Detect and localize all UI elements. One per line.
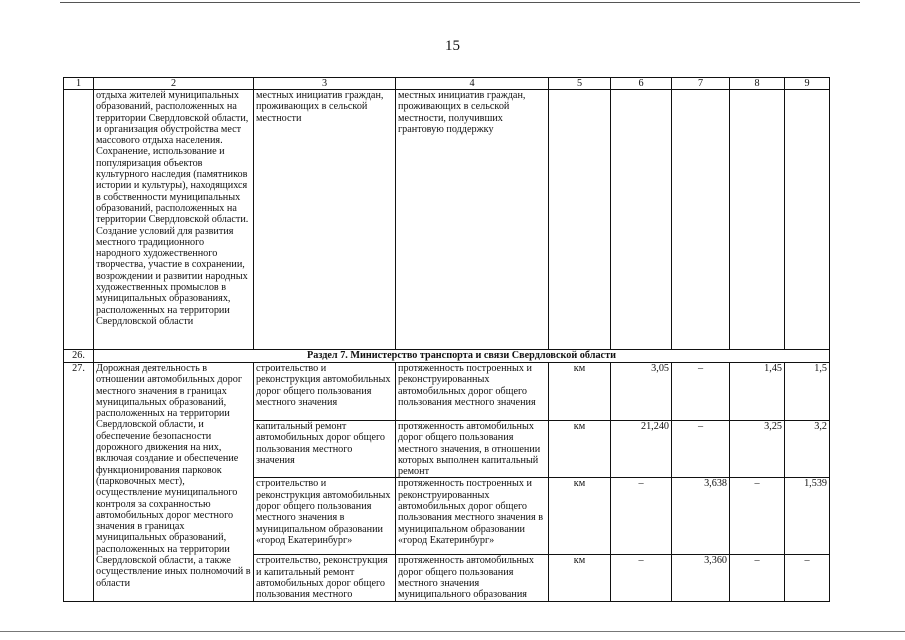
top-scan-rule <box>60 2 860 3</box>
value-cell: 21,240 <box>611 421 672 478</box>
event-cell: местных инициатив граждан, проживающих в сельской местности <box>254 90 396 350</box>
page-number: 15 <box>445 38 460 54</box>
value-cell: – <box>672 363 730 421</box>
empty-cell <box>64 90 94 350</box>
bottom-scan-rule <box>0 631 905 632</box>
section-row <box>64 350 830 363</box>
value-cell: 1,45 <box>730 363 785 421</box>
indicator-cell: протяженность автомобильных дорог общего пользования местного значения, в отношении которых выполнен капитальный ремонт <box>396 421 549 478</box>
row-number: 27. <box>64 363 94 602</box>
event-cell: строительство и реконструкция автомобильных дорог общего пользования местного значения <box>254 363 396 421</box>
section-title: Раздел 7. Министерство транспорта и связи Свердловской области <box>94 350 830 363</box>
unit-cell: км <box>549 478 611 555</box>
indicator-cell: местных инициатив граждан, проживающих в сельской местности, получивших грантовую поддержку <box>396 90 549 350</box>
value-cell: 3,25 <box>730 421 785 478</box>
value-cell: – <box>785 555 830 602</box>
value-cell: 3,05 <box>611 363 672 421</box>
value-cell: – <box>672 421 730 478</box>
value-cell: 3,638 <box>672 478 730 555</box>
column-number: 7 <box>672 78 730 90</box>
value-cell: 3,360 <box>672 555 730 602</box>
unit-cell: км <box>549 363 611 421</box>
column-number: 6 <box>611 78 672 90</box>
value-cell: 1,539 <box>785 478 830 555</box>
table-row <box>64 90 830 350</box>
column-number: 8 <box>730 78 785 90</box>
value-cell: – <box>611 555 672 602</box>
empty-cell <box>785 90 830 350</box>
indicator-cell: протяженность автомобильных дорог общего пользования местного значения муниципального образования <box>396 555 549 602</box>
event-cell: строительство, реконструкция и капитальный ремонт автомобильных дорог общего пользования местного <box>254 555 396 602</box>
event-cell: строительство и реконструкция автомобильных дорог общего пользования местного значения в муниципальном образовании «город Екатеринбург» <box>254 478 396 555</box>
document-table <box>63 77 830 602</box>
event-cell: капитальный ремонт автомобильных дорог общего пользования местного значения <box>254 421 396 478</box>
task-description-cell: отдыха жителей муниципальных образований, расположенных на территории Свердловской области, и организация обустройства мест массового отдыха населения. Сохранение, использование и популяризация объектов культурного наследия (памятников истории и культуры), находящихся в собственности муниципальных образований, расположенных на территории Свердловской области. Создание условий для развития местного традиционного народного художественного творчества, участие в сохранении, возрождении и развитии народных художественных промыслов в муниципальных образованиях, расположенных на территории Свердловской области <box>94 90 254 350</box>
indicator-cell: протяженность построенных и реконструированных автомобильных дорог общего пользования местного значения в муниципальном образовании «город Екатеринбург» <box>396 478 549 555</box>
indicator-cell: протяженность построенных и реконструированных автомобильных дорог общего пользования местного значения <box>396 363 549 421</box>
value-cell: 3,2 <box>785 421 830 478</box>
empty-cell <box>549 90 611 350</box>
value-cell: 1,5 <box>785 363 830 421</box>
value-cell: – <box>730 478 785 555</box>
column-number: 9 <box>785 78 830 90</box>
column-number: 1 <box>64 78 94 90</box>
empty-cell <box>672 90 730 350</box>
column-number-row <box>64 78 830 90</box>
column-number: 2 <box>94 78 254 90</box>
unit-cell: км <box>549 555 611 602</box>
empty-cell <box>611 90 672 350</box>
column-number: 5 <box>549 78 611 90</box>
value-cell: – <box>730 555 785 602</box>
column-number: 3 <box>254 78 396 90</box>
unit-cell: км <box>549 421 611 478</box>
empty-cell <box>730 90 785 350</box>
task-description-cell: Дорожная деятельность в отношении автомобильных дорог местного значения в границах муниципальных образований, расположенных на территории Свердловской области, и обеспечение безопасности дорожного движения на них, включая создание и обеспечение функционирования парковок (парковочных мест), осуществление муниципального контроля за сохранностью автомобильных дорог местного значения в границах муниципальных образований, расположенных на территории Свердловской области, а также осуществление иных полномочий в области <box>94 363 254 602</box>
value-cell: – <box>611 478 672 555</box>
column-number: 4 <box>396 78 549 90</box>
row-number: 26. <box>64 350 94 363</box>
table-row <box>64 363 830 421</box>
